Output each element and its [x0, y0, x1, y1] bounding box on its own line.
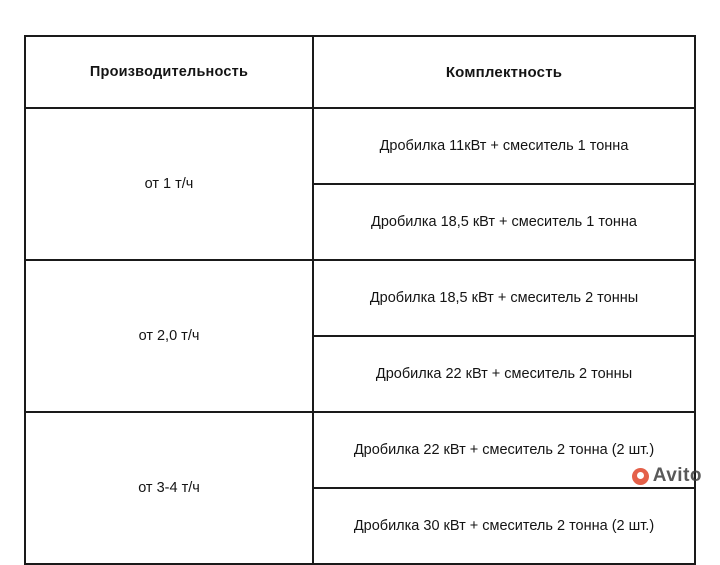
performance-cell: от 3-4 т/ч	[25, 412, 313, 564]
kit-cell: Дробилка 18,5 кВт + смеситель 2 тонны	[313, 260, 695, 336]
column-header-performance: Производительность	[25, 36, 313, 108]
spec-table	[24, 35, 696, 565]
kit-cell: Дробилка 11кВт + смеситель 1 тонна	[313, 108, 695, 184]
table-row	[25, 412, 695, 488]
kit-cell: Дробилка 22 кВт + смеситель 2 тонны	[313, 336, 695, 412]
kit-cell: Дробилка 18,5 кВт + смеситель 1 тонна	[313, 184, 695, 260]
column-header-kit: Комплектность	[313, 36, 695, 108]
kit-cell: Дробилка 22 кВт + смеситель 2 тонна (2 шт.)	[313, 412, 695, 488]
table-row	[25, 108, 695, 184]
table-header-row	[25, 36, 695, 108]
avito-logo-icon	[632, 468, 649, 485]
table-row	[25, 260, 695, 336]
performance-cell: от 2,0 т/ч	[25, 260, 313, 412]
performance-cell: от 1 т/ч	[25, 108, 313, 260]
avito-watermark-label: Avito	[652, 465, 702, 486]
spec-table-wrapper	[24, 35, 696, 565]
avito-watermark	[632, 465, 702, 487]
kit-cell: Дробилка 30 кВт + смеситель 2 тонна (2 шт.)	[313, 488, 695, 564]
